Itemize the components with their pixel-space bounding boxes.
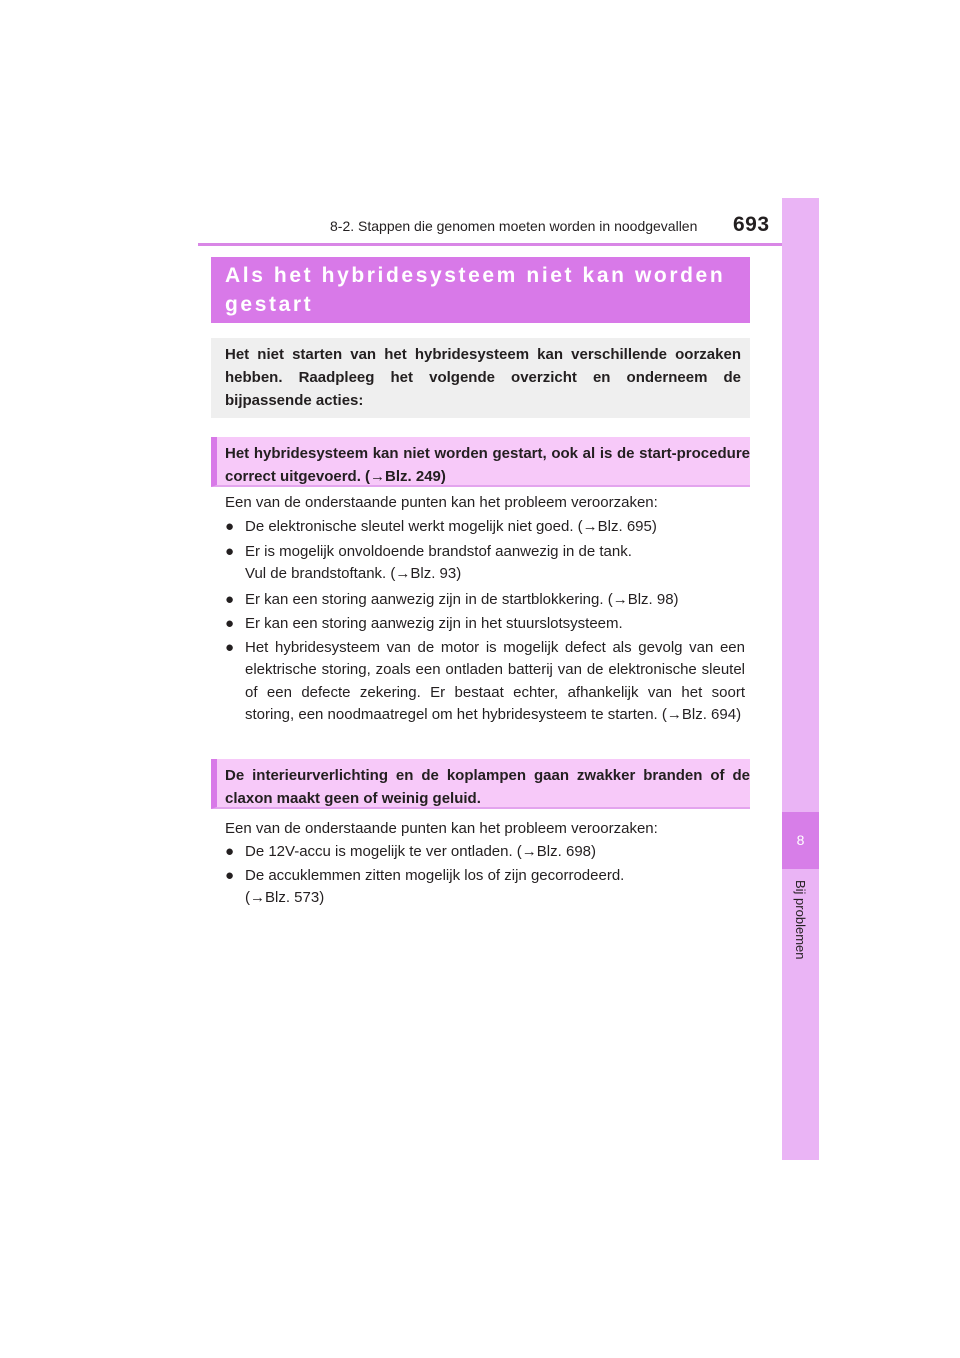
list-item: ● Er is mogelijk onvoldoende brandstof aanwezig in de tank. Vul de brandstoftank. (→Blz. 93) <box>225 543 632 582</box>
list-item: ● Het hybridesysteem van de motor is mogelijk defect als gevolg van een elektrische storing, zoals een ontladen batterij van de elektronische sleutel of een defecte zekering. Er bestaat echter, afhankelijk van het soort storing, een noodmaatregel om het hybridesysteem te starten. (→Blz. 694) <box>225 639 745 723</box>
section-reference: 8-2. Stappen die genomen moeten worden in noodgevallen <box>330 218 698 234</box>
list-item: ● De accuklemmen zitten mogelijk los of zijn gecorrodeerd. (→Blz. 573) <box>225 867 625 906</box>
chapter-number: 8 <box>782 812 819 869</box>
chapter-side-tab <box>782 198 819 1160</box>
page-number: 693 <box>733 213 770 236</box>
section2-lead: Een van de onderstaande punten kan het probleem veroorzaken: <box>225 820 658 837</box>
bullet-icon: ● <box>225 639 235 656</box>
bullet-icon: ● <box>225 843 235 860</box>
list-item: ● Er kan een storing aanwezig zijn in het stuurslotsysteem. <box>225 613 745 635</box>
section-title-box <box>211 257 750 323</box>
subheading-1-text: Het hybridesysteem kan niet worden gestart, ook al is de start-procedure correct uitgevoerd. (→Blz. 249) <box>225 445 750 485</box>
bullet-icon: ● <box>225 518 235 535</box>
section-title: Als het hybridesysteem niet kan worden gestart <box>225 264 726 316</box>
bullet-icon: ● <box>225 615 235 632</box>
intro-text: Het niet starten van het hybridesysteem kan verschillende oorzaken hebben. Raadpleeg het volgende overzicht en onderneem de bijpassende acties: <box>225 346 741 409</box>
header-divider <box>198 243 819 246</box>
chapter-label: Bij problemen <box>793 880 808 960</box>
list-item: ● De elektronische sleutel werkt mogelijk niet goed. (→Blz. 695) <box>225 516 745 538</box>
bullet-icon: ● <box>225 543 235 560</box>
bullet-icon: ● <box>225 867 235 884</box>
subheading-2-text: De interieurverlichting en de koplampen gaan zwakker branden of de claxon maakt geen of weinig geluid. <box>225 767 750 807</box>
subheading-1 <box>211 437 750 487</box>
bullet-icon: ● <box>225 591 235 608</box>
section1-lead: Een van de onderstaande punten kan het probleem veroorzaken: <box>225 494 658 511</box>
intro-box <box>211 338 750 418</box>
chapter-label-container <box>782 880 819 1000</box>
subheading-2 <box>211 759 750 809</box>
list-item: ● De 12V-accu is mogelijk te ver ontladen. (→Blz. 698) <box>225 841 745 863</box>
list-item: ● Er kan een storing aanwezig zijn in de startblokkering. (→Blz. 98) <box>225 589 745 611</box>
